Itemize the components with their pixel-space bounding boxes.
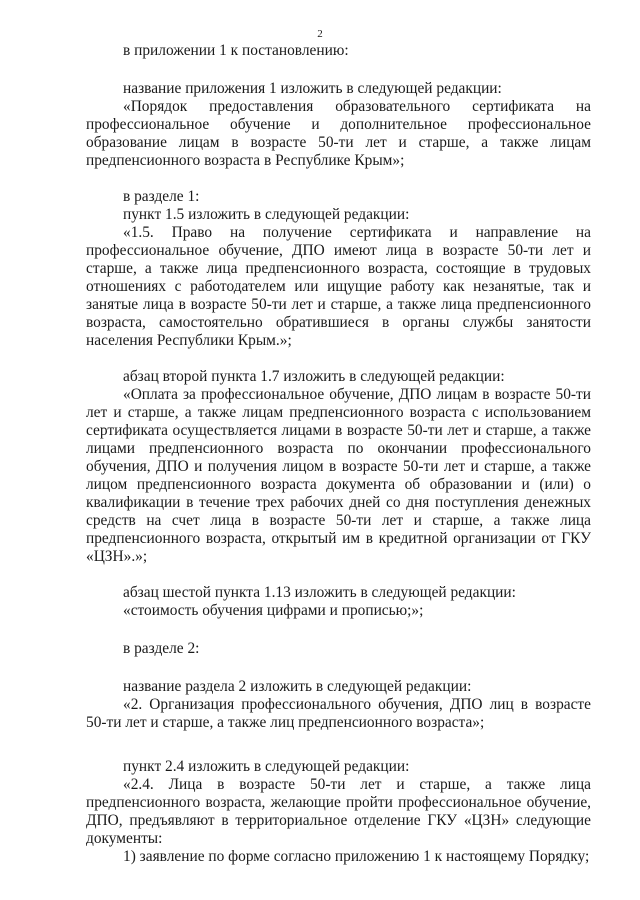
paragraph-section-2: в разделе 2: (123, 640, 200, 657)
paragraph-section-2-title: «2. Организация профессионального обучения, ДПО лиц в возрасте 50-ти лет и старше, а также лиц предпенсионного возраста»; (86, 696, 591, 731)
paragraph-appendix-title: «Порядок предоставления образовательного сертификата на профессиональное обучение и дополнительное профессиональное образование лицам в возрасте 50-ти лет и старше, а также лицам предпенсионного возраста в Республике Крым»; (86, 98, 591, 169)
paragraph-list-item-1: 1) заявление по форме согласно приложению 1 к настоящему Порядку; (123, 848, 590, 865)
paragraph-clause-1-7-instruction: абзац второй пункта 1.7 изложить в следующей редакции: (123, 368, 505, 385)
paragraph-clause-1-13: «стоимость обучения цифрами и прописью;»; (123, 602, 424, 619)
paragraph-section-1: в разделе 1: (123, 188, 200, 205)
paragraph-clause-2-4: «2.4. Лица в возрасте 50-ти лет и старше, а также лица предпенсионного возраста, желающие пройти профессиональное обучение, ДПО, предъявляют в территориальное отделение ГКУ «ЦЗН» следующие документы: (86, 776, 591, 847)
document-body (86, 42, 591, 866)
paragraph-clause-1-5-instruction: пункт 1.5 изложить в следующей редакции: (123, 206, 410, 223)
paragraph-clause-1-7: «Оплата за профессиональное обучение, ДПО лицам в возрасте 50-ти лет и старше, а также лицам предпенсионного возраста с использованием сертификата осуществляется лицами в возрасте 50-ти лет и старше, а также лицами предпенсионного возраста по окончании профессионального обучения, ДПО и получения лицом в возрасте 50-ти лет и старше, а также лицом предпенсионного возраста документа об образовании и (или) о квалификации в течение трех рабочих дней со дня поступления денежных средств на счет лица в возрасте 50-ти лет и старше, а также лица предпенсионного возраста, открытый им в кредитной организации от ГКУ «ЦЗН».»; (86, 386, 591, 565)
paragraph-intro: в приложении 1 к постановлению: (123, 42, 349, 59)
paragraph-clause-2-4-instruction: пункт 2.4 изложить в следующей редакции: (123, 758, 410, 775)
paragraph-appendix-title-instruction: название приложения 1 изложить в следующей редакции: (123, 80, 502, 97)
paragraph-section-2-title-instruction: название раздела 2 изложить в следующей редакции: (123, 678, 472, 695)
paragraph-clause-1-13-instruction: абзац шестой пункта 1.13 изложить в следующей редакции: (123, 584, 516, 601)
page-number: 2 (317, 28, 323, 40)
paragraph-clause-1-5: «1.5. Право на получение сертификата и направление на профессиональное обучение, ДПО имеют лица в возрасте 50-ти лет и старше, а также лица предпенсионного возраста, состоящие в трудовых отношениях с работодателем или ищущие работу как незанятые, так и занятые лица в возрасте 50-ти лет и старше, а также лица предпенсионного возраста, самостоятельно обратившиеся в органы службы занятости населения Республики Крым.»; (86, 224, 591, 349)
